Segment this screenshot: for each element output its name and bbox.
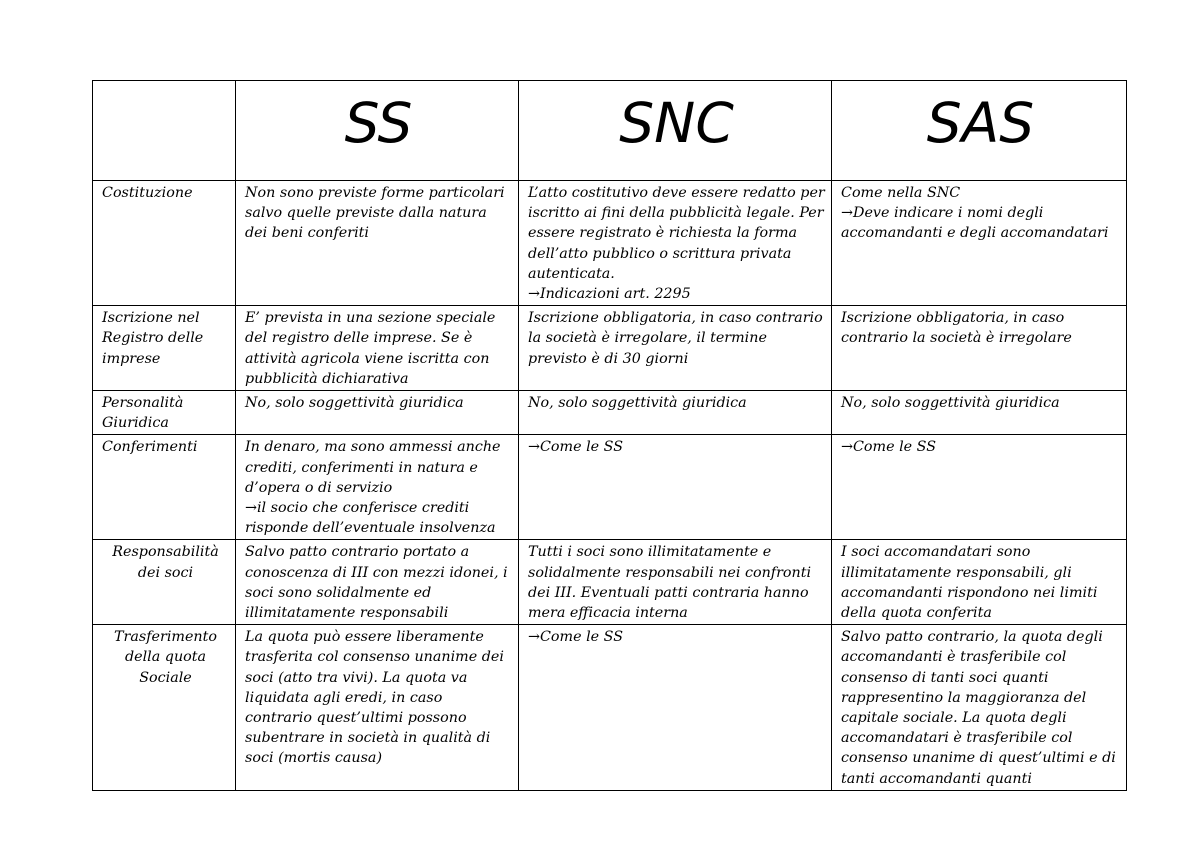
cell-sas: I soci accomandatari sono illimitatamente responsabili, gli accomandanti rispondono nei limiti della quota conferita bbox=[832, 540, 1127, 625]
cell-snc: →Come le SS bbox=[519, 625, 832, 791]
cell-ss: Salvo patto contrario portato a conoscenza di III con mezzi idonei, i soci sono solidalmente ed illimitatamente responsabili bbox=[236, 540, 519, 625]
header-snc: SNC bbox=[519, 81, 832, 181]
cell-ss: No, solo soggettività giuridica bbox=[236, 391, 519, 435]
cell-snc: No, solo soggettività giuridica bbox=[519, 391, 832, 435]
cell-sas: No, solo soggettività giuridica bbox=[832, 391, 1127, 435]
cell-sas: →Come le SS bbox=[832, 435, 1127, 540]
row-iscrizione bbox=[93, 306, 1127, 391]
cell-ss: La quota può essere liberamente trasferita col consenso unanime dei soci (atto tra vivi). La quota va liquidata agli eredi, in caso contrario quest’ultimi possono subentrare in società in qualità di soci (mortis causa) bbox=[236, 625, 519, 791]
row-responsabilita bbox=[93, 540, 1127, 625]
cell-sas: Salvo patto contrario, la quota degli accomandanti è trasferibile col consenso di tanti soci quanti rappresentino la maggioranza del capitale sociale. La quota degli accomandatari è trasferibile col consenso unanime di quest’ultimi e di tanti accomandanti quanti bbox=[832, 625, 1127, 791]
cell-snc: Tutti i soci sono illimitatamente e solidalmente responsabili nei confronti dei III. Eventuali patti contraria hanno mera efficacia interna bbox=[519, 540, 832, 625]
header-ss: SS bbox=[236, 81, 519, 181]
row-label: Conferimenti bbox=[93, 435, 236, 540]
header-row bbox=[93, 81, 1127, 181]
comparison-table bbox=[92, 80, 1127, 791]
cell-snc: →Come le SS bbox=[519, 435, 832, 540]
cell-sas: Come nella SNC →Deve indicare i nomi degli accomandanti e degli accomandatari bbox=[832, 181, 1127, 306]
cell-ss: Non sono previste forme particolari salvo quelle previste dalla natura dei beni conferiti bbox=[236, 181, 519, 306]
cell-snc: L’atto costitutivo deve essere redatto per iscritto ai fini della pubblicità legale. Per essere registrato è richiesta la forma dell’atto pubblico o scrittura privata autenticata. →Indicazioni art. 2295 bbox=[519, 181, 832, 306]
row-label: Personalità Giuridica bbox=[93, 391, 236, 435]
row-label: Trasferimento della quota Sociale bbox=[93, 625, 236, 791]
header-empty-cell bbox=[93, 81, 236, 181]
row-conferimenti bbox=[93, 435, 1127, 540]
row-label: Responsabilità dei soci bbox=[93, 540, 236, 625]
row-costituzione bbox=[93, 181, 1127, 306]
cell-sas: Iscrizione obbligatoria, in caso contrario la società è irregolare bbox=[832, 306, 1127, 391]
cell-ss: In denaro, ma sono ammessi anche crediti, conferimenti in natura e d’opera o di servizio →il socio che conferisce crediti risponde dell’eventuale insolvenza bbox=[236, 435, 519, 540]
cell-ss: E’ prevista in una sezione speciale del registro delle imprese. Se è attività agricola viene iscritta con pubblicità dichiarativa bbox=[236, 306, 519, 391]
row-label: Costituzione bbox=[93, 181, 236, 306]
cell-snc: Iscrizione obbligatoria, in caso contrario la società è irregolare, il termine previsto è di 30 giorni bbox=[519, 306, 832, 391]
header-sas: SAS bbox=[832, 81, 1127, 181]
row-trasferimento bbox=[93, 625, 1127, 791]
row-label: Iscrizione nel Registro delle imprese bbox=[93, 306, 236, 391]
row-personalita bbox=[93, 391, 1127, 435]
